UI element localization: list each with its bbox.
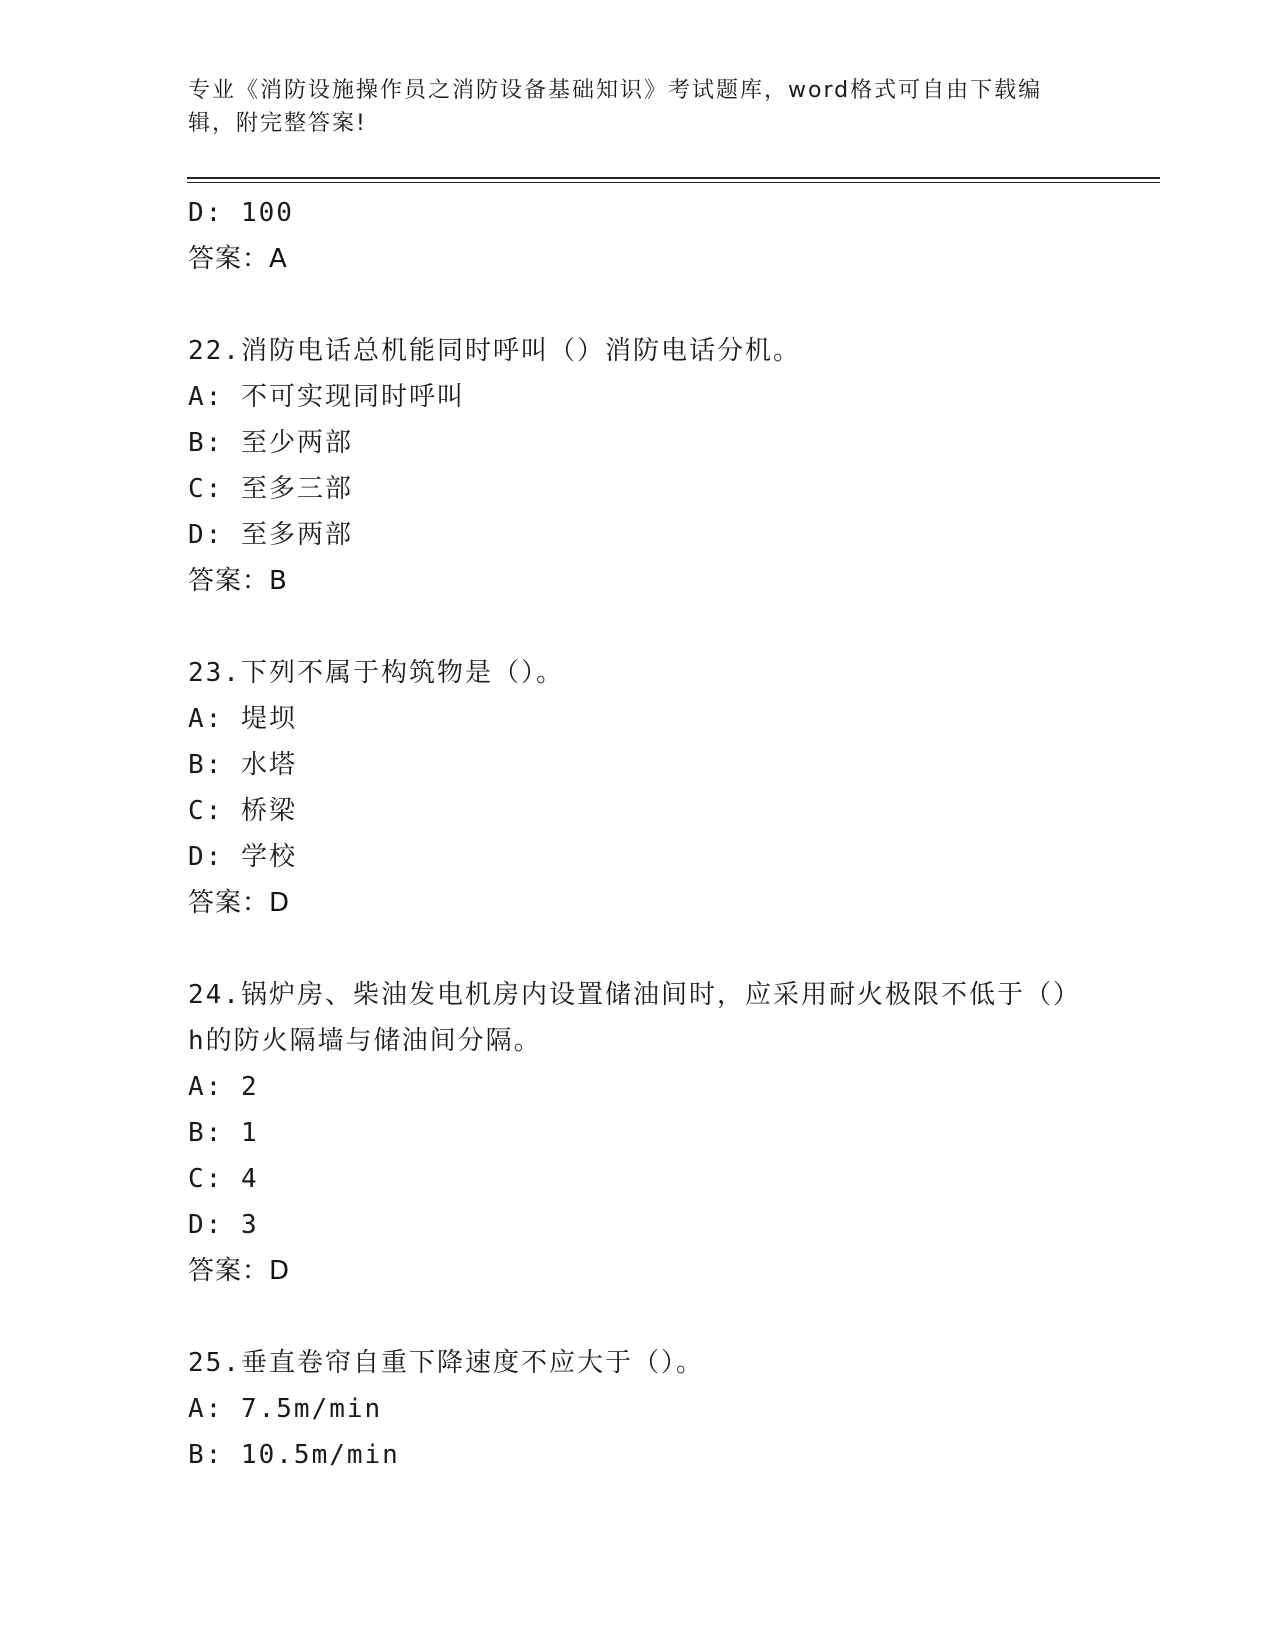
- option-b: B: 10.5m/min: [188, 1440, 400, 1470]
- option-c: C: 桥梁: [188, 796, 297, 826]
- answer-label: 答案：B: [188, 566, 288, 596]
- option-c: C: 至多三部: [188, 474, 353, 504]
- question-stem: 23.下列不属于构筑物是（）。: [188, 658, 564, 688]
- spacer: [188, 1294, 1088, 1340]
- option-d: D: 3: [188, 1210, 259, 1240]
- answer-label: 答案：D: [188, 888, 291, 918]
- option-a: A: 堤坝: [188, 704, 297, 734]
- header-divider-thick: [187, 177, 1160, 179]
- option-b: B: 水塔: [188, 750, 297, 780]
- option-c: C: 4: [188, 1164, 259, 1194]
- option-b: B: 至少两部: [188, 428, 353, 458]
- option-d: D: 学校: [188, 842, 297, 872]
- option-a: A: 2: [188, 1072, 259, 1102]
- question-stem: 22.消防电话总机能同时呼叫（）消防电话分机。: [188, 336, 801, 366]
- option-a: A: 不可实现同时呼叫: [188, 382, 465, 412]
- option-d: D: 100: [188, 198, 294, 228]
- option-a: A: 7.5m/min: [188, 1394, 383, 1424]
- option-b: B: 1: [188, 1118, 259, 1148]
- option-d: D: 至多两部: [188, 520, 353, 550]
- question-stem: 24.锅炉房、柴油发电机房内设置储油间时，应采用耐火极限不低于（）h的防火隔墙与储油间分隔。: [188, 980, 1068, 1056]
- answer-label: 答案：A: [188, 244, 288, 274]
- question-list: [188, 190, 1088, 1478]
- spacer: [188, 604, 1088, 650]
- question-stem: 25.垂直卷帘自重下降速度不应大于（）。: [188, 1348, 704, 1378]
- answer-label: 答案：D: [188, 1256, 291, 1286]
- spacer: [188, 282, 1088, 328]
- spacer: [188, 926, 1088, 972]
- page-header-title: 专业《消防设施操作员之消防设备基础知识》考试题库，word格式可自由下载编辑，附完整答案!: [188, 78, 1043, 136]
- header-divider-thin: [187, 182, 1160, 183]
